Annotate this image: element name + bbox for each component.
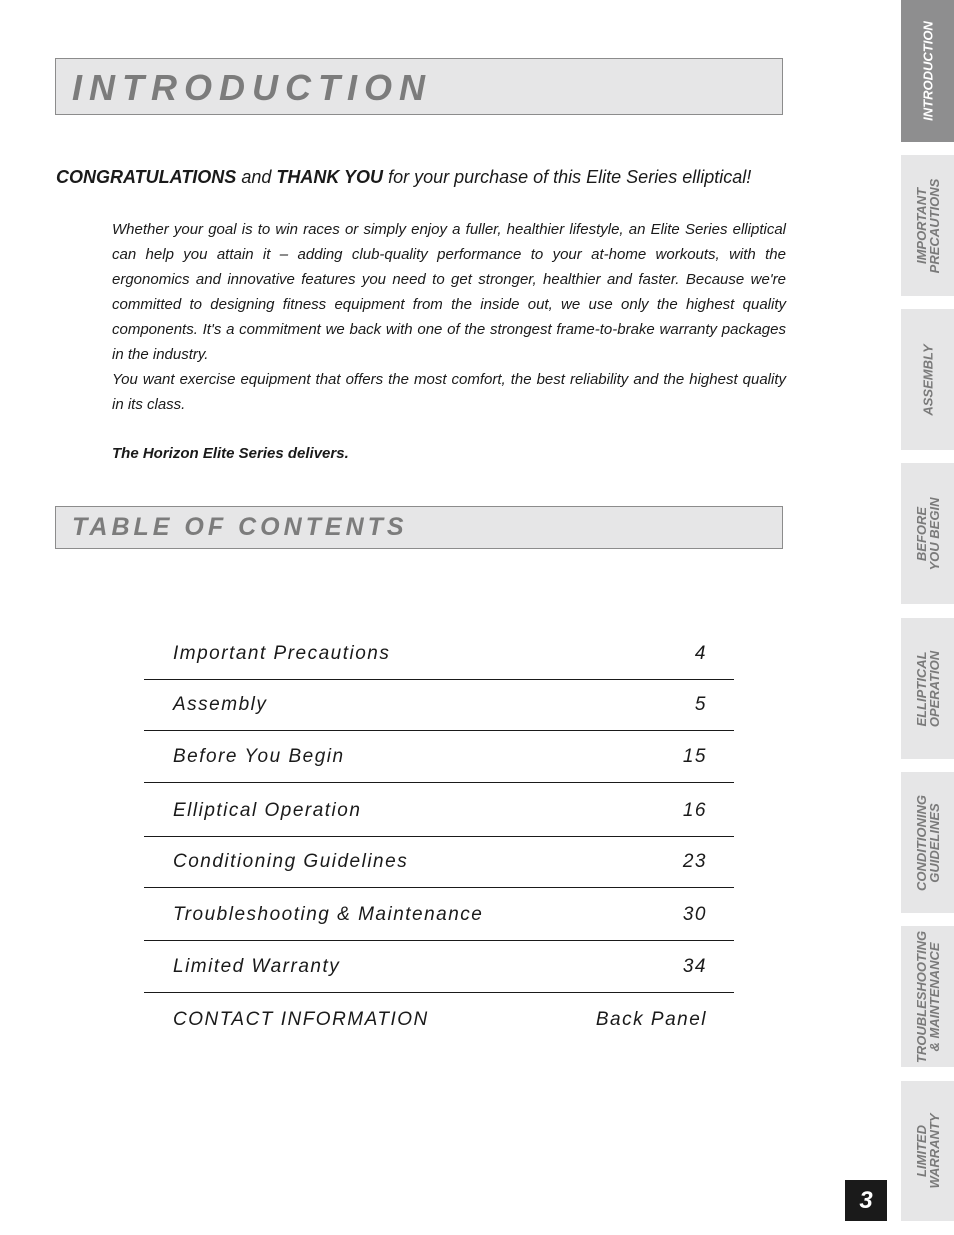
side-tab-label-line: GUIDELINES [926,802,942,883]
toc-entry-page: 5 [694,694,707,715]
side-tab-label-line: CONDITIONING [913,794,929,891]
introduction-heading: INTRODUCTION [72,67,432,108]
toc-entry-title: Limited Warranty [173,956,341,977]
toc-entry-page: 4 [694,643,707,664]
toc-entry-assembly[interactable] [144,680,734,731]
side-tab-label-line: YOU BEGIN [926,497,942,570]
toc-entry-title: Elliptical Operation [173,800,362,821]
lead-thank-you: THANK YOU [276,167,384,187]
side-tab-label [915,650,941,726]
side-tab-label-line: OPERATION [926,650,942,727]
toc-entry-title: Before You Begin [173,746,345,767]
side-tab-label [915,497,941,570]
side-tab-before-you-begin[interactable] [901,463,954,604]
toc-entry-conditioning-guidelines[interactable] [144,837,734,888]
toc-entry-title: CONTACT INFORMATION [173,1009,429,1030]
side-tab-label [915,930,941,1062]
side-tab-label [915,1113,941,1188]
side-tab-label [921,21,934,121]
intro-paragraph-1: Whether your goal is to win races or simply enjoy a fuller, healthier lifestyle, an Elite Series elliptical can help you attain it – adding club-quality performance to your at-home workouts, with the ergonomics and innovative features you need to get stronger, healthier and faster. Because we're committed to designing fitness equipment from the inside out, we use only the highest quality components. It's a commitment we back with one of the strongest frame-to-brake warranty packages in the industry. [112,221,786,363]
lead-rest: for your purchase of this Elite Series elliptical! [383,167,752,187]
toc-entry-page: 23 [682,851,707,872]
side-tab-label-line: IMPORTANT [913,187,929,264]
toc-entry-page: 15 [682,746,707,767]
toc-entry-elliptical-operation[interactable] [144,783,734,837]
side-tab-label-line: PRECAUTIONS [926,178,942,273]
toc-heading: TABLE OF CONTENTS [72,513,408,541]
side-tab-troubleshooting-maintenance[interactable] [901,926,954,1067]
toc-entry-before-you-begin[interactable] [144,731,734,783]
side-tab-label-line: LIMITED [913,1125,929,1178]
toc-entry-important-precautions[interactable] [144,625,734,680]
toc-entry-title: Assembly [173,694,268,715]
side-tab-label-line: TROUBLESHOOTING [913,930,929,1063]
toc-entry-page: 30 [682,904,707,925]
side-tab-label-line: ASSEMBLY [920,343,935,416]
toc-entry-limited-warranty[interactable] [144,941,734,993]
side-tab-label-line: BEFORE [913,506,929,561]
intro-tagline: The Horizon Elite Series delivers. [112,445,349,462]
toc-entry-title: Troubleshooting & Maintenance [173,904,484,925]
toc-entry-title: Conditioning Guidelines [173,851,409,872]
side-tab-elliptical-operation[interactable] [901,618,954,759]
side-tab-conditioning-guidelines[interactable] [901,772,954,913]
side-tab-label [915,178,941,273]
side-tab-label-line: & MAINTENANCE [926,941,942,1052]
side-tab-assembly[interactable] [901,309,954,450]
side-tab-label-line: INTRODUCTION [920,21,935,121]
toc-entry-page: 34 [682,956,707,977]
intro-paragraph-2: You want exercise equipment that offers the most comfort, the best reliability and the highest quality in its class. [112,371,786,413]
side-tab-label-line: WARRANTY [926,1113,942,1189]
lead-congratulations: CONGRATULATIONS [56,167,237,187]
side-tab-label [915,794,941,890]
side-tab-label-line: ELLIPTICAL [913,650,929,727]
lead-and: and [236,167,277,187]
side-tab-introduction[interactable] [901,0,954,142]
toc-entry-page: Back Panel [595,1009,707,1030]
page-number: 3 [845,1180,887,1221]
toc-entry-contact-information[interactable] [144,993,734,1045]
toc-entry-page: 16 [682,800,707,821]
introduction-banner [55,58,783,115]
side-tab-important-precautions[interactable] [901,155,954,296]
toc-banner [55,506,783,549]
toc-entry-troubleshooting-maintenance[interactable] [144,888,734,941]
toc-entry-title: Important Precautions [173,643,391,664]
side-tab-label [921,344,934,415]
side-tab-limited-warranty[interactable] [901,1081,954,1221]
table-of-contents [144,625,734,1045]
intro-lead [56,167,776,188]
